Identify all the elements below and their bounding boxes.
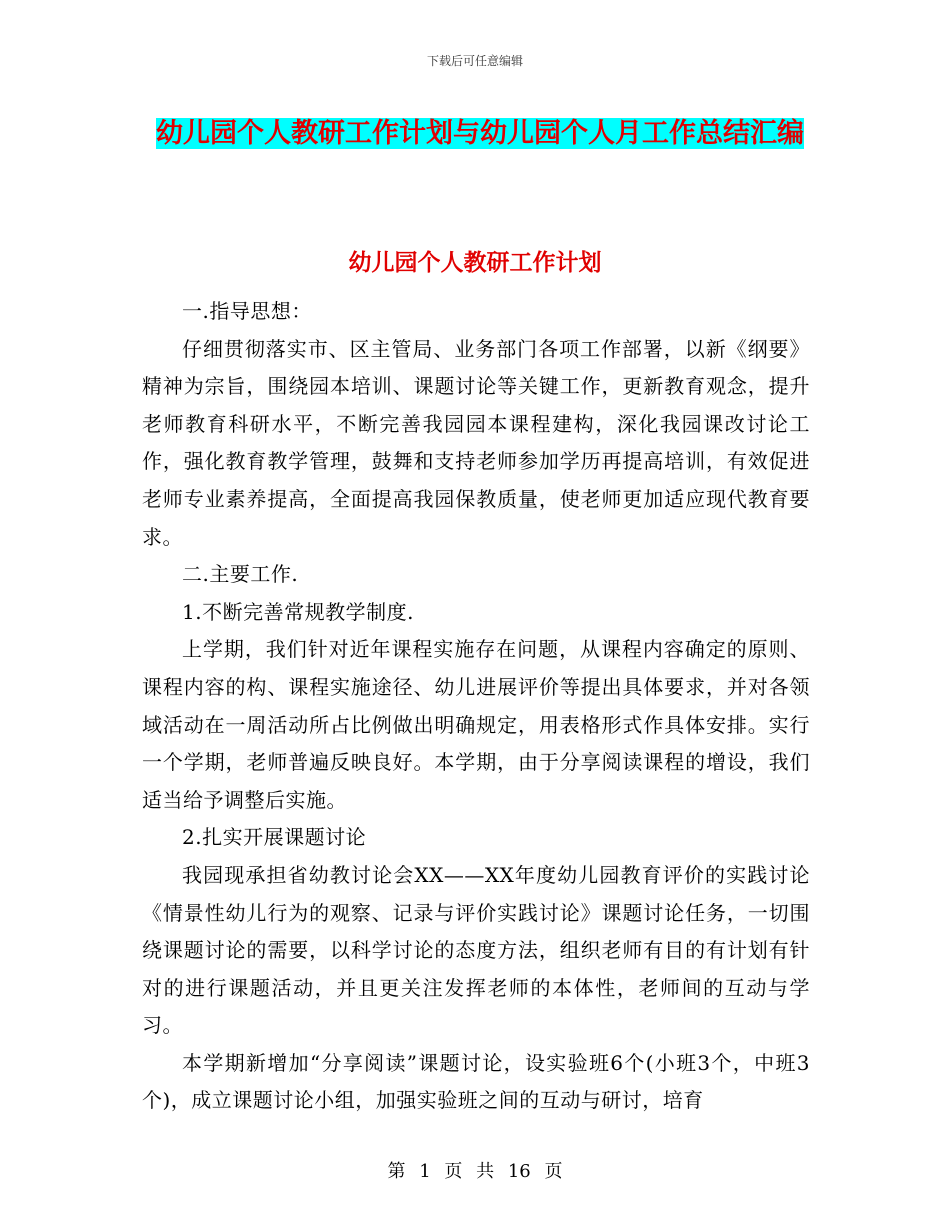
paragraph-subheading-2: 2.扎实开展课题讨论 (182, 825, 367, 850)
paragraph-subheading-1: 1.不断完善常规教学制度. (182, 599, 414, 624)
body-text (142, 293, 810, 1120)
section-title: 幼儿园个人教研工作计划 (348, 250, 602, 276)
header-note: 下载后可任意编辑 (426, 54, 523, 68)
paragraph-content-1: 上学期，我们针对近年课程实施存在问题，从课程内容确定的原则、课程内容的构、课程实施途径、幼儿进展评价等提出具体要求，并对各领域活动在一周活动所占比例做出明确规定，用表格形式作具体安排。实行一个学期，老师普遍反映良好。本学期，由于分享阅读课程的增设，我们适当给予调整后实施。 (142, 637, 810, 812)
page-footer: 第 1 页 共 16 页 (387, 1161, 563, 1182)
document-title-text: 幼儿园个人教研工作计划与幼儿园个人月工作总结汇编 (156, 118, 804, 149)
paragraph-main-work-heading: 二.主要工作. (182, 562, 299, 587)
paragraph-guiding-heading: 一.指导思想： (182, 299, 312, 323)
paragraph-guiding-content: 仔细贯彻落实市、区主管局、业务部门各项工作部署，以新《纲要》精神为宗旨，围绕园本培训、课题讨论等关键工作，更新教育观念，提升老师教育科研水平，不断完善我园园本课程建构，深化我园课改讨论工作，强化教育教学管理，鼓舞和支持老师参加学历再提高培训，有效促进老师专业素养提高，全面提高我园保教质量，使老师更加适应现代教育要求。 (142, 336, 810, 549)
paragraph-content-2: 我园现承担省幼教讨论会XX——XX年度幼儿园教育评价的实践讨论《情景性幼儿行为的观察、记录与评价实践讨论》课题讨论任务，一切围绕课题讨论的需要，以科学讨论的态度方法，组织老师有目的有计划有针对的进行课题活动，并且更关注发挥老师的本体性，老师间的互动与学习。 (142, 862, 810, 1038)
document-title (140, 108, 820, 160)
paragraph-content-3: 本学期新增加“分享阅读”课题讨论，设实验班6个(小班3个，中班3个)，成立课题讨论小组，加强实验班之间的互动与研讨，培育 (142, 1050, 810, 1113)
